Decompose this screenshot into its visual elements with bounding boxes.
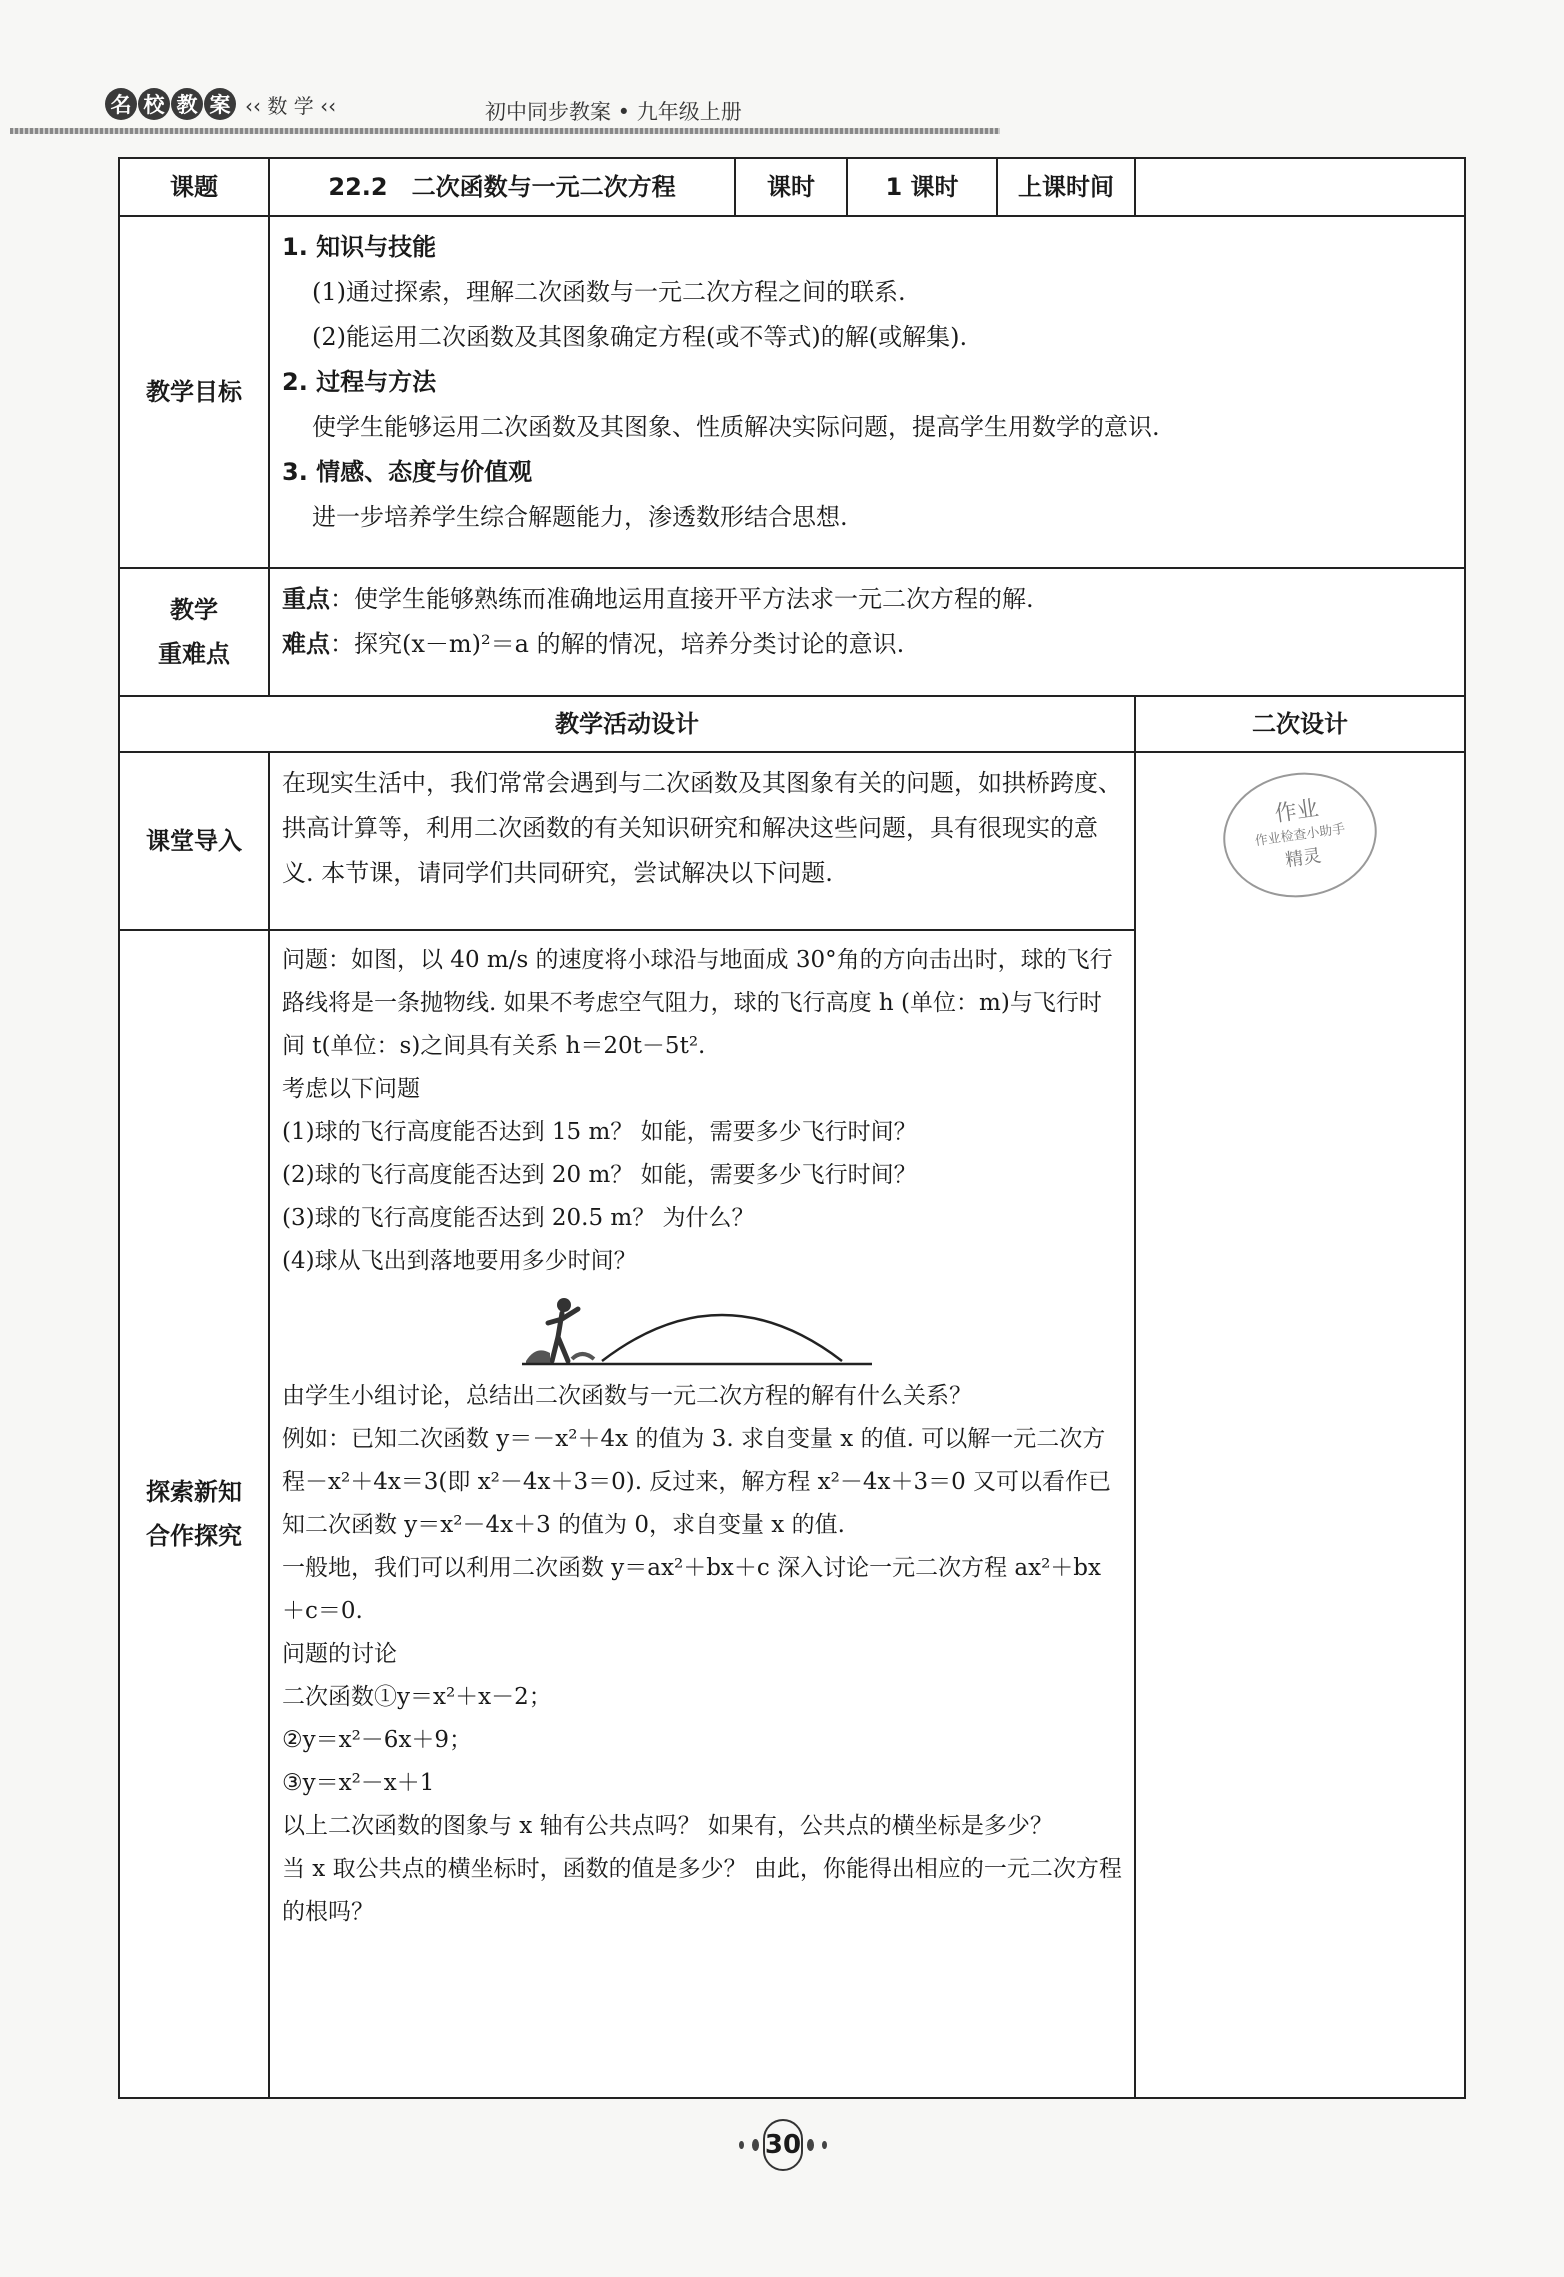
book-title: 初中同步教案 • 九年级上册: [485, 100, 742, 124]
objective-item: (1)通过探索，理解二次函数与一元二次方程之间的联系.: [312, 278, 906, 306]
explore-line: 考虑以下问题: [282, 1076, 420, 1102]
objective-item: 进一步培养学生综合解题能力，渗透数形结合思想.: [312, 503, 848, 531]
key-points-label-line: 重难点: [158, 640, 230, 668]
difficulty-label: 难点: [282, 630, 330, 658]
explore-line: 由学生小组讨论，总结出二次函数与一元二次方程的解有什么关系？: [282, 1383, 972, 1409]
golfer-trajectory-figure: [522, 1289, 882, 1369]
topic-row: [119, 158, 1465, 216]
header-divider: [10, 128, 1000, 134]
objective-item: (2)能运用二次函数及其图象确定方程(或不等式)的解(或解集).: [312, 323, 968, 351]
activity-header-row: [119, 696, 1465, 752]
key-point-line: [282, 577, 1452, 622]
explore-line: 二次函数①y＝x²＋x－2；: [282, 1684, 552, 1710]
key-point-text: ：使学生能够熟练而准确地运用直接开平方法求一元二次方程的解.: [330, 585, 1034, 613]
key-points-content: [269, 568, 1465, 696]
objectives-label: 教学目标: [119, 216, 269, 568]
objective-heading: 3. 情感、态度与价值观: [282, 458, 533, 486]
explore-content: [269, 930, 1135, 2098]
explore-line: 问题：如图，以 40 m/s 的速度将小球沿与地面成 30°角的方向击出时，球的飞行路线将是一条抛物线. 如果不考虑空气阻力，球的飞行高度 h (单位：m)与飞行时间 t(单位：s)之间具有关系 h＝20t－5t².: [282, 947, 1113, 1059]
brand-char: 案: [204, 88, 236, 120]
hours-value: 1 课时: [847, 158, 997, 216]
key-points-label: [119, 568, 269, 696]
explore-line: 问题的讨论: [282, 1641, 397, 1667]
objectives-row: [119, 216, 1465, 568]
explore-line: ③y＝x²－x＋1: [282, 1770, 435, 1796]
explore-line: ②y＝x²－6x＋9；: [282, 1727, 473, 1753]
explore-line: 当 x 取公共点的横坐标时，函数的值是多少？ 由此，你能得出相应的一元二次方程的根吗？: [282, 1856, 1122, 1925]
hours-label: 课时: [735, 158, 847, 216]
explore-label: [119, 930, 269, 2098]
explore-line: (2)球的飞行高度能否达到 20 m？ 如能，需要多少飞行时间？: [282, 1162, 917, 1188]
explore-line: 以上二次函数的图象与 x 轴有公共点吗？ 如果有，公共点的横坐标是多少？: [282, 1813, 1053, 1839]
second-design-title: 二次设计: [1135, 696, 1465, 752]
explore-line: 例如：已知二次函数 y＝－x²＋4x 的值为 3. 求自变量 x 的值. 可以解一元二次方程－x²＋4x＝3(即 x²－4x＋3＝0). 反过来，解方程 x²－4x＋3＝0 又可以看作已知二次函数 y＝x²－4x＋3 的值为 0，求自变量 x 的值.: [282, 1426, 1112, 1538]
intro-content: [269, 752, 1135, 930]
ball-trajectory: [602, 1315, 842, 1361]
page-number: [735, 2117, 831, 2173]
intro-text: 在现实生活中，我们常常会遇到与二次函数及其图象有关的问题，如拱桥跨度、拱高计算等，利用二次函数的有关知识研究和解决这些问题，具有很现实的意义. 本节课，请同学们共同研究，尝试解决以下问题.: [282, 769, 1122, 887]
class-time-label: 上课时间: [997, 158, 1135, 216]
objective-heading: 1. 知识与技能: [282, 233, 437, 261]
stamp-line: 作业检查小助手: [1253, 821, 1347, 850]
activity-title: 教学活动设计: [119, 696, 1135, 752]
brand-char: 名: [105, 88, 137, 120]
decor-dot: [807, 2139, 814, 2151]
decor-dot: [752, 2139, 759, 2151]
intro-row: [119, 752, 1465, 930]
explore-line: 一般地，我们可以利用二次函数 y＝ax²＋bx＋c 深入讨论一元二次方程 ax²＋bx＋c＝0.: [282, 1555, 1102, 1624]
decor-dot: [739, 2141, 744, 2149]
key-points-label-line: 教学: [170, 596, 218, 624]
second-design-column: [1135, 752, 1465, 2098]
explore-label-line: 探索新知: [146, 1478, 242, 1506]
topic-value: 22.2 二次函数与一元二次方程: [269, 158, 735, 216]
golfer-icon: [526, 1298, 594, 1363]
subject-label: ‹‹ 数 学 ‹‹: [245, 93, 337, 118]
brand-char: 校: [138, 88, 170, 120]
explore-line: (3)球的飞行高度能否达到 20.5 m？ 为什么？: [282, 1205, 755, 1231]
key-point-label: 重点: [282, 585, 330, 613]
brand-char: 教: [171, 88, 203, 120]
intro-label: 课堂导入: [119, 752, 269, 930]
objectives-content: [269, 216, 1465, 568]
objective-item: 使学生能够运用二次函数及其图象、性质解决实际问题，提高学生用数学的意识.: [312, 413, 1160, 441]
class-time-value: [1135, 158, 1465, 216]
stamp-line: 精灵: [1283, 845, 1323, 872]
lesson-plan-table: [118, 157, 1466, 2099]
homework-stamp: [1215, 763, 1385, 907]
page-number-value: 30: [763, 2119, 803, 2171]
objective-heading: 2. 过程与方法: [282, 368, 437, 396]
decor-dot: [822, 2141, 827, 2149]
stamp-line: 作业: [1273, 796, 1321, 828]
topic-label: 课题: [119, 158, 269, 216]
explore-line: (4)球从飞出到落地要用多少时间？: [282, 1248, 637, 1274]
brand-logo: [105, 88, 336, 120]
key-points-row: [119, 568, 1465, 696]
explore-line: (1)球的飞行高度能否达到 15 m？ 如能，需要多少飞行时间？: [282, 1119, 917, 1145]
difficulty-line: [282, 622, 1452, 667]
explore-label-line: 合作探究: [146, 1522, 242, 1550]
difficulty-text: ：探究(x－m)²＝a 的解的情况，培养分类讨论的意识.: [330, 630, 905, 658]
